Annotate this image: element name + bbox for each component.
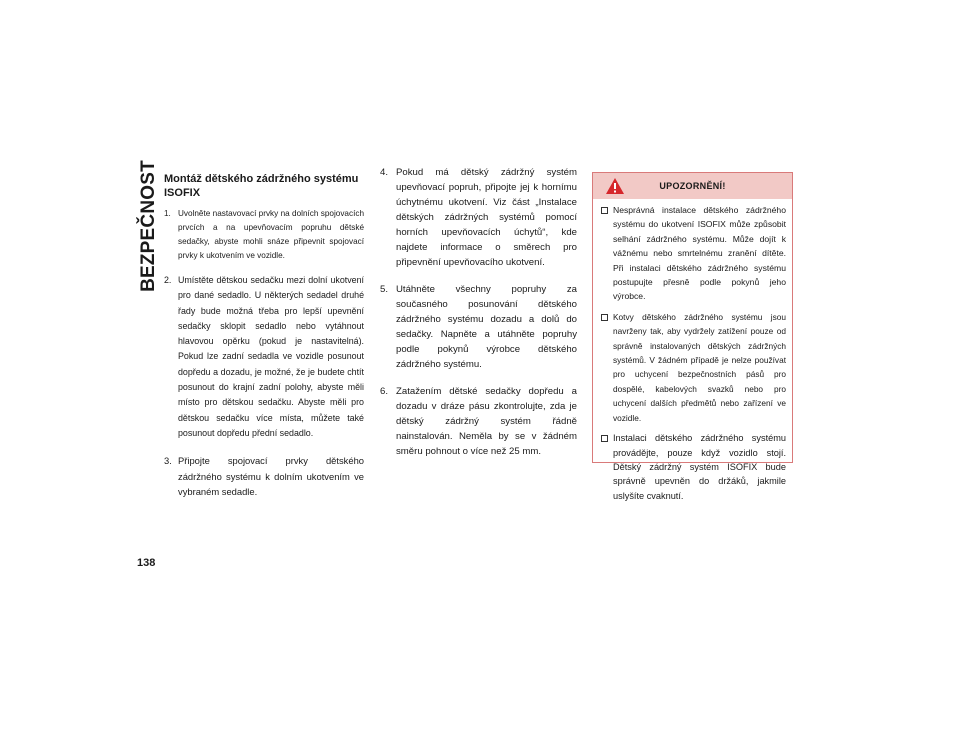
warning-body <box>593 199 792 503</box>
warning-item <box>599 310 786 425</box>
warning-item-text: Instalaci dětského zádržného systému provádějte, pouze když vozidlo stojí. Dětský zádržný systém ISOFIX bude správně upevněn do držáků, jakmile uslyšíte cvaknutí. <box>613 433 786 501</box>
warning-triangle-icon <box>605 177 625 195</box>
step-item <box>380 384 577 459</box>
step-number: 6. <box>380 386 389 397</box>
section-tab <box>136 162 162 290</box>
section-tab-label: BEZPEČNOST <box>138 160 159 292</box>
step-text: Zatažením dětské sedačky dopředu a dozadu v dráze pásu zkontrolujte, zda je dětský zádržný systém řádně nainstalován. Neměla by se v žádném směru pohnout o více než 25 mm. <box>396 386 577 457</box>
warning-item <box>599 431 786 503</box>
checkbox-bullet-icon <box>601 435 608 442</box>
step-text: Pokud má dětský zádržný systém upevňovací popruh, připojte jej k hornímu úchytnému ukotvení. Viz část „Instalace dětských zádržných systémů pomocí horních upevňovacích úchytů“, kde najdete informace o směrech pro připevnění upevňovacího ukotvení. <box>396 167 577 268</box>
warning-header <box>593 173 792 199</box>
warning-item <box>599 203 786 304</box>
step-text: Utáhněte všechny popruhy za současného posunování dětského zádržného systému dozadu a dolů do sedačky. Napněte a utáhněte popruhy podle pokynů výrobce dětského zádržného systému. <box>396 284 577 370</box>
checkbox-bullet-icon <box>601 314 608 321</box>
step-number: 4. <box>380 167 389 178</box>
step-item <box>164 453 364 499</box>
step-text: Uvolněte nastavovací prvky na dolních spojovacích prvcích a na upevňovacím popruhu dětské sedačky, abyste mohli snáze připevnit spojovací prvky k ukotvením ve vozidle. <box>178 209 364 260</box>
step-text: Připojte spojovací prvky dětského zádržného systému k dolním ukotvením ve vybraném sedadle. <box>178 455 364 497</box>
section-heading: Montáž dětského zádržného systému ISOFIX <box>164 173 359 199</box>
warning-item-text: Nesprávná instalace dětského zádržného systému do ukotvení ISOFIX může způsobit selhání zádržného systému. Může dojít k vážnému nebo smrtelnému zranění dítěte. Při instalaci dětského zádržného systému postupujte přesně podle pokynů jeho výrobce. <box>613 205 786 302</box>
step-item <box>164 273 364 441</box>
step-number: 5. <box>380 284 389 295</box>
step-item <box>380 165 577 270</box>
step-number: 1. <box>164 209 171 218</box>
warning-item-text: Kotvy dětského zádržného systému jsou navrženy tak, aby vydržely zatížení pouze od správně instalovaných dětských zádržných systémů. V žádném případě je nelze používat pro uchycení bezpečnostních pásů pro dospělé, kabelových svazků nebo pro uchycení dalších předmětů nebo zařízení ve vozidle. <box>613 311 786 423</box>
page-number: 138 <box>137 557 156 569</box>
left-column <box>164 172 364 511</box>
step-item <box>164 207 364 263</box>
step-item <box>380 282 577 372</box>
right-column <box>380 165 577 471</box>
warning-title: UPOZORNĚNÍ! <box>659 181 726 191</box>
checkbox-bullet-icon <box>601 207 608 214</box>
step-number: 3. <box>164 455 172 467</box>
step-number: 2. <box>164 275 172 285</box>
warning-box <box>592 172 793 501</box>
step-text: Umístěte dětskou sedačku mezi dolní ukotvení pro dané sedadlo. U některých sedadel druhé řady bude možná třeba pro lepší upevnění sedačky sklopit sedadlo nebo vytáhnout hlavovou opěrku (pokud je nastavitelná). Pokud lze zadní sedadla ve vozidle posunout dopředu a dozadu, je možné, že je budete chtít posunout do krajní zadní polohy, abyste měli místo pro dětskou sedačku. Abyste měli pro dětskou sedačku více místa, můžete také posunout dopředu přední sedadlo. <box>178 275 364 438</box>
